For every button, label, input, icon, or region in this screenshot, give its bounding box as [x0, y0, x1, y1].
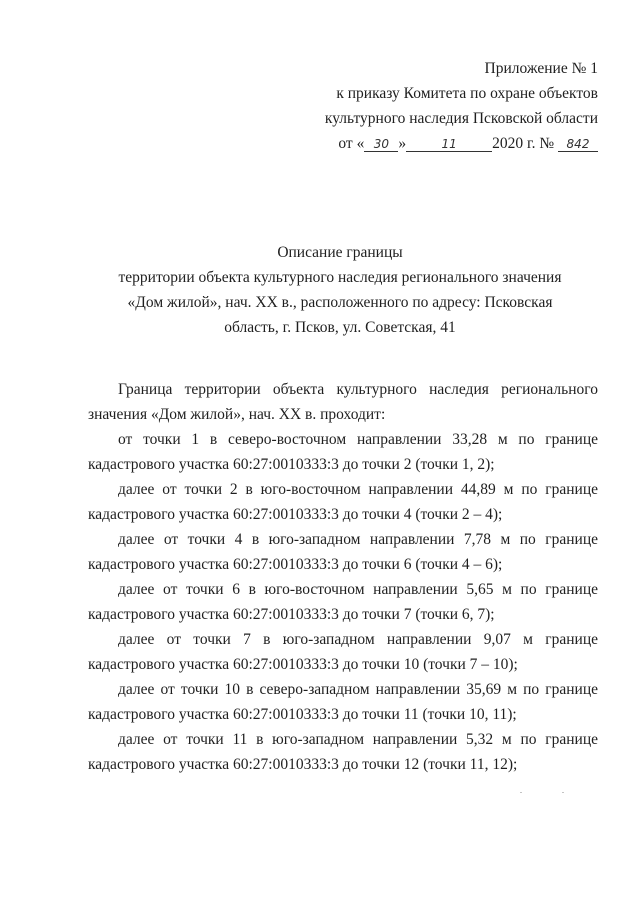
year-and-number-label: 2020 г. № [492, 135, 555, 152]
segment-paragraph: далее от точки 10 в северо-западном направлении 35,69 м по границе кадастрового участка 60:27:0010333:3 до точки 11 (точки 10, 11); [88, 681, 598, 723]
scan-specks: .. [520, 786, 604, 795]
month-handwritten: 11 [441, 137, 457, 151]
day-close-quote: » [398, 135, 407, 152]
appendix-number: Приложение № 1 [484, 60, 598, 77]
segment-paragraph: далее от точки 4 в юго-западном направлении 7,78 м по границе кадастрового участка 60:27:0010333:3 до точки 6 (точки 4 – 6); [88, 531, 598, 573]
segment-paragraph: от точки 1 в северо-восточном направлении 33,28 м по границе кадастрового участка 60:27:0010333:3 до точки 2 (точки 1, 2); [88, 431, 598, 473]
number-field [558, 137, 598, 152]
committee-name: культурного наследия Псковской области [324, 110, 598, 127]
appendix-header [325, 56, 598, 156]
title-line-3: «Дом жилой», нач. XX в., расположенного по адресу: Псковская [127, 294, 553, 311]
segment-paragraph: далее от точки 7 в юго-западном направлении 9,07 м границе кадастрового участка 60:27:0010333:3 до точки 10 (точки 7 – 10); [88, 631, 598, 673]
segment-paragraph: далее от точки 11 в юго-западном направлении 5,32 м по границе кадастрового участка 60:27:0010333:3 до точки 12 (точки 11, 12); [88, 731, 598, 773]
title-line-4: область, г. Псков, ул. Советская, 41 [224, 319, 456, 336]
month-field [406, 137, 492, 152]
intro-paragraph: Граница территории объекта культурного наследия регионального значения «Дом жилой», нач. XX в. проходит: [88, 381, 598, 423]
number-handwritten: 842 [566, 137, 590, 151]
date-prefix: от « [338, 135, 365, 152]
segment-paragraph: далее от точки 6 в юго-восточном направлении 5,65 м по границе кадастрового участка 60:27:0010333:3 до точки 7 (точки 6, 7); [88, 581, 598, 623]
document-title [70, 240, 610, 340]
order-reference: к приказу Комитета по охране объектов [336, 85, 598, 102]
day-field [364, 137, 398, 152]
title-line-2: территории объекта культурного наследия регионального значения [118, 269, 562, 286]
title-line-1: Описание границы [277, 244, 403, 261]
order-date-line [325, 131, 598, 156]
day-handwritten: 30 [373, 137, 389, 151]
boundary-description [88, 377, 598, 777]
segment-paragraph: далее от точки 2 в юго-восточном направлении 44,89 м по границе кадастрового участка 60:27:0010333:3 до точки 4 (точки 2 – 4); [88, 481, 598, 523]
